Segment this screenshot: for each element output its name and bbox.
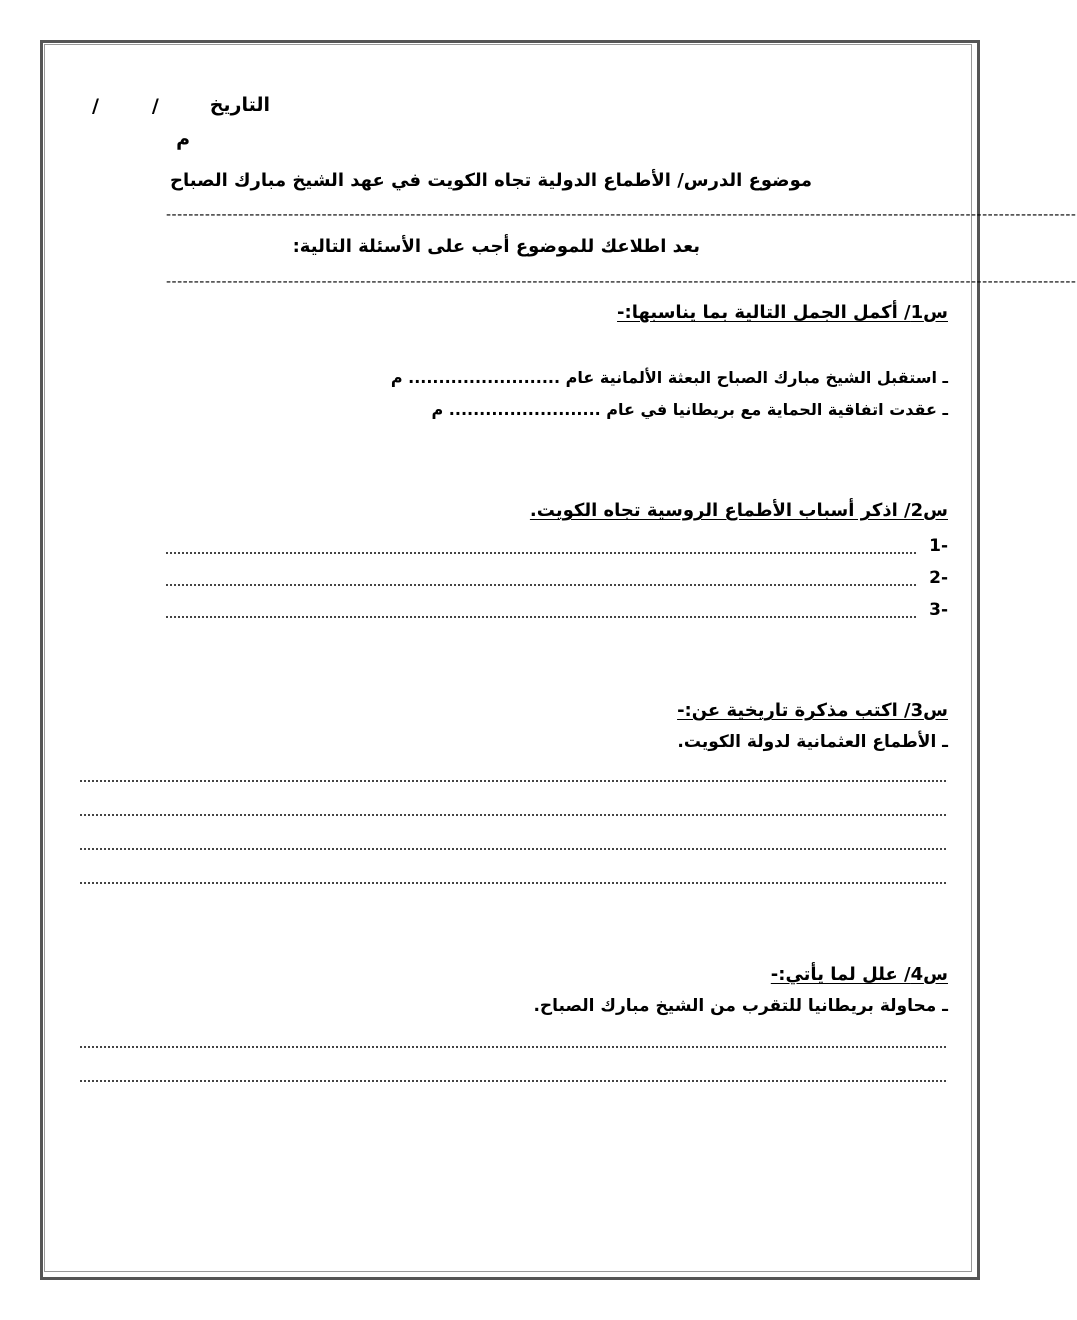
page-inner-border <box>44 44 1077 1272</box>
q2-heading: س2/ اذكر أسباب الأطماع الروسية تجاه الكويت. <box>529 500 948 521</box>
q3-heading: س3/ اكتب مذكرة تاريخية عن:- <box>677 700 948 721</box>
q2-item-2-number: -2 <box>929 568 948 588</box>
lesson-title: موضوع الدرس/ الأطماع الدولية تجاه الكويت في عهد الشيخ مبارك الصباح <box>170 170 812 191</box>
q1-line-1: ـ استقبل الشيخ مبارك الصباح البعثة الألمانية عام ......................... م <box>390 368 948 387</box>
q4-answer-line-2 <box>80 1080 946 1082</box>
q2-item-3-answer-line <box>166 616 916 618</box>
q2-item-2-answer-line <box>166 584 916 586</box>
q2-item-1-number: -1 <box>929 536 948 556</box>
q2-item-1-answer-line <box>166 552 916 554</box>
q3-answer-line-3 <box>80 848 946 850</box>
date-slashes: / / <box>92 95 159 117</box>
q1-line-2: ـ عقدت اتفاقية الحماية مع بريطانيا في عام ......................... م <box>431 400 948 419</box>
q1-heading: س1/ أكمل الجمل التالية بما يناسبها:- <box>617 302 948 323</box>
q3-answer-line-2 <box>80 814 946 816</box>
q4-item: ـ محاولة بريطانيا للتقرب من الشيخ مبارك الصباح. <box>533 996 948 1016</box>
q3-item: ـ الأطماع العثمانية لدولة الكويت. <box>677 732 948 752</box>
q4-heading: س4/ علل لما يأتي:- <box>770 964 948 985</box>
date-label: التاريخ <box>209 94 270 116</box>
q3-answer-line-4 <box>80 882 946 884</box>
q4-answer-line-1 <box>80 1046 946 1048</box>
separator-bottom: -------------------------------------------------------------------------------------------------------------------------------------------------------------------- <box>166 274 1077 290</box>
separator-top: -------------------------------------------------------------------------------------------------------------------------------------------------------------------- <box>166 207 1077 223</box>
q2-item-3-number: -3 <box>929 600 948 620</box>
instruction: بعد اطلاعك للموضوع أجب على الأسئلة التالية: <box>292 236 700 257</box>
date-suffix: م <box>176 128 190 150</box>
q3-answer-line-1 <box>80 780 946 782</box>
